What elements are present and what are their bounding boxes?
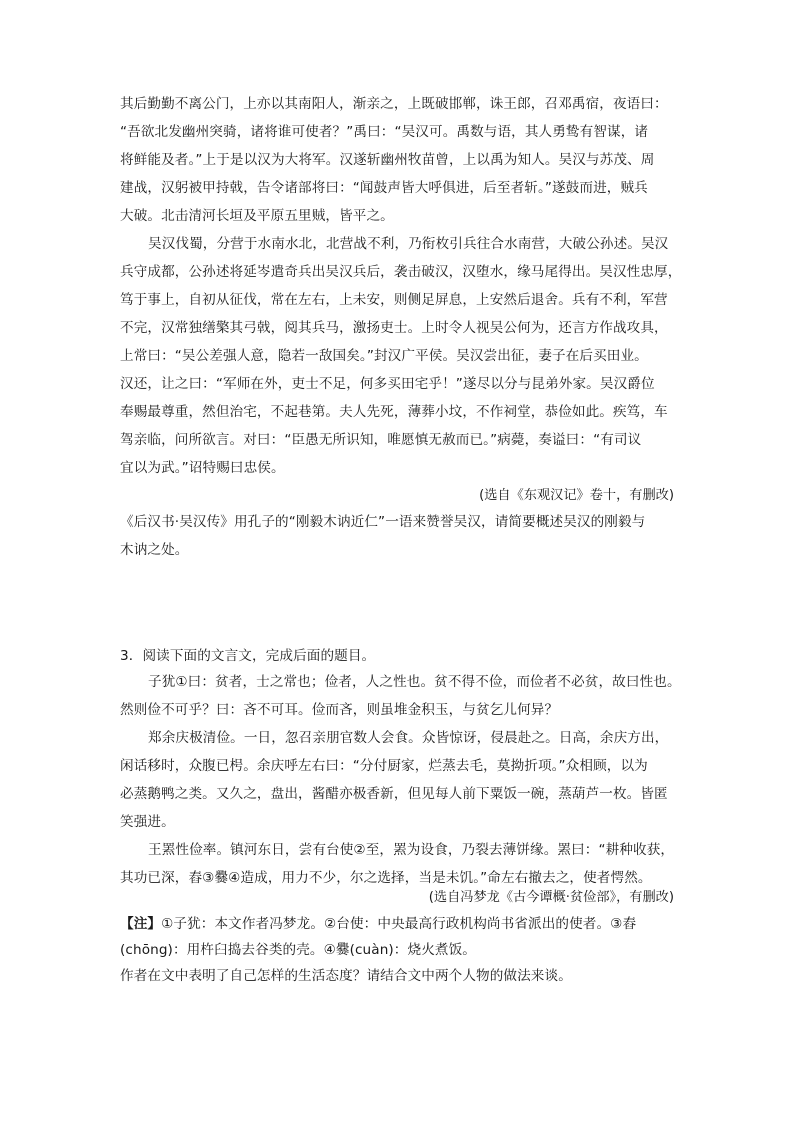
note-text: ①子犹：本文作者冯梦龙。②台使：中央最高行政机构尚书省派出的使者。③舂 [161,916,637,932]
passage-2-line: 然则俭不可乎？曰：吝不可耳。俭而吝，则虽堆金积玉，与贫乞儿何异？ [120,702,559,718]
question-1-line: 《后汉书·吴汉传》用孔子的“刚毅木讷近仁”一语来赞誉吴汉，请简要概述吴汉的刚毅与 [120,514,646,530]
passage-1-line: 笃于事上，自初从征伐，常在左右，上未安，则侧足屏息，上安然后退舍。兵有不利，军营 [120,292,668,308]
passage-1-line: 驾亲临，问所欲言。对曰：“臣愚无所识知，唯愿慎无赦而已。”病薨，奏谥曰：“有司议 [120,432,642,448]
passage-2-line: 子犹①曰：贫者，士之常也；俭者，人之性也。贫不得不俭，而俭者不必贫，故曰性也。 [148,674,681,690]
passage-1-source: (选自《东观汉记》卷十，有删改) [479,488,674,503]
passage-1-line: 建战，汉躬被甲持戟，告令诸部将曰：“闻鼓声皆大呼俱进，后至者斩。”遂鼓而进，贼兵 [120,180,648,196]
passage-1-line: 上常曰：“吴公差强人意，隐若一敌国矣。”封汉广平侯。吴汉尝出征，妻子在后买田业。 [120,348,648,364]
passage-2-line: 笑强进。 [120,814,175,830]
passage-1-line: 奉赐最尊重，然但治宅，不起巷第。夫人先死，薄葬小坟，不作祠堂，恭俭如此。疾笃，车 [120,404,668,420]
passage-1-line: 宜以为武。”诏特赐曰忠侯。 [120,460,285,476]
passage-2-line: 必蒸鹅鸭之类。又久之，盘出，酱醋亦极香新，但见每人前下粟饭一碗，蒸葫芦一枚。皆匿 [120,786,668,802]
note-line: (chōng)：用杵臼捣去谷类的壳。④爨(cuàn)：烧火煮饭。 [120,942,476,958]
passage-1-line: 其后勤勤不离公门，上亦以其南阳人，渐亲之，上既破邯郸，诛王郎，召邓禹宿，夜语曰： [120,96,668,112]
note-line [120,914,636,934]
passage-2-line: 郑余庆极清俭。一日，忽召亲朋官数人会食。众皆惊讶，侵晨赴之。日高，余庆方出， [148,730,669,746]
passage-1-line: 汉还，让之曰：“军师在外，吏士不足，何多买田宅乎！”遂尽以分与昆弟外家。吴汉爵位 [120,376,655,392]
section-heading: 3．阅读下面的文言文，完成后面的题目。 [120,648,376,664]
question-2: 作者在文中表明了自己怎样的生活态度？请结合文中两个人物的做法来谈。 [120,968,572,984]
passage-2-source: (选自冯梦龙《古今谭概·贫俭部》，有删改) [428,890,674,905]
passage-1-line: “吾欲北发幽州突骑，诸将谁可使者？”禹曰：“吴汉可。禹数与语，其人勇鸷有智谋，诸 [120,124,649,140]
question-1-line: 木讷之处。 [120,542,189,558]
passage-1-line: 大破。北击清河长垣及平原五里贼，皆平之。 [120,208,394,224]
passage-2-line: 王罴性俭率。镇河东日，尝有台使②至，罴为设食，乃裂去薄饼缘。罴曰：“耕种收获， [148,842,675,858]
passage-2-line: 闲话移时，众腹已枵。余庆呼左右曰：“分付厨家，烂蒸去毛，莫拗折项。”众相顾，以为 [120,758,648,774]
passage-1-line: 将鲜能及者。”上于是以汉为大将军。汉遂斩幽州牧苗曾，上以禹为知人。吴汉与苏茂、周 [120,152,655,168]
passage-1-line: 不完，汉常独缮檠其弓戟，阅其兵马，激扬吏士。上时令人视吴公何为，还言方作战攻具， [120,320,668,336]
passage-1-line: 兵守成都，公孙述将延岑遣奇兵出吴汉兵后，袭击破汉，汉堕水，缘马尾得出。吴汉性忠厚， [120,264,682,280]
note-tag: 【注】 [120,916,162,932]
passage-1-line: 吴汉伐蜀，分营于水南水北，北营战不利，乃衔枚引兵往合水南营，大破公孙述。吴汉 [148,236,669,252]
passage-2-line: 其功已深，舂③爨④造成，用力不少，尔之选择，当是未饥。”命左右撤去之，使者愕然。 [120,870,652,886]
